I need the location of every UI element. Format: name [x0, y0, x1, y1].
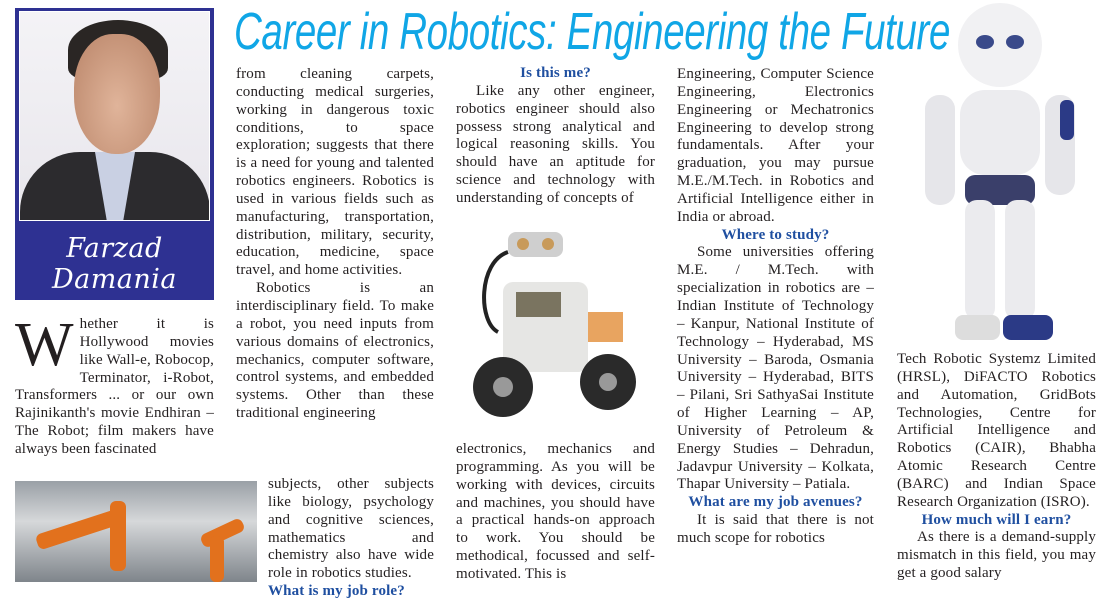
column-4	[677, 66, 874, 548]
article-title: Career in Robotics: Engineering the Future	[234, 3, 950, 61]
section-heading: How much will I earn?	[921, 511, 1072, 528]
author-photo	[19, 11, 210, 221]
section-heading: What is my job role?	[268, 583, 405, 600]
paragraph: from cleaning carpets, conducting medical surgeries, working in dangerous toxic conditions, to space exploration; suggests that there is a need for young and talented robotics engineers. Robotics is used in various fields such as manufacturing, transportation, distribution, military, security, education, medicine, space travel, and home activities.	[236, 66, 434, 279]
column-2	[236, 66, 434, 423]
column-5	[897, 351, 1096, 583]
paragraph: electronics, mechanics and programming. As you will be working with devices, circuits and machines, you should have a practical hands-on approach to work. You should be methodical, focussed and self-motivated. This is	[456, 441, 655, 582]
paragraph: subjects, other subjects like biology, psychology and cognitive sciences, mathematics and chemistry also have wide role in robotics studies.	[268, 476, 434, 582]
paragraph: Engineering, Computer Science Engineering, Electronics Engineering or Mechatronics Engineering to develop strong fundamentals. After your graduation, you may pursue M.E./M.Tech. in Robotics and Artificial Intelligence either in India or abroad.	[677, 66, 874, 225]
section-heading: Is this me?	[520, 65, 591, 81]
paragraph: Some universities offering M.E. / M.Tech. with specialization in robotics are – Indian Institute of Technology – Kanpur, National Institute of Technology – Hyderabad, MS University – Baroda, Osmania University – Hyderabad, BITS – Pilani, Sri SathyaSai Institute of Higher Learning – AP, University of Petroleum & Energy Studies – Dehradun, Jadavpur University – Kolkata, Thapar University – Patiala.	[677, 244, 874, 493]
author-box	[15, 8, 214, 300]
column-2-wrap	[268, 476, 434, 601]
paragraph: Robotics is an interdisciplinary field. To make a robot, you need inputs from various domains of electronics, mechanics, computer software, control systems, and embedded systems. Other than these traditional engineering	[236, 280, 434, 422]
factory-robot-image	[15, 481, 257, 582]
lego-robot-image	[458, 222, 658, 427]
paragraph: Like any other engineer, robotics engineer should also possess strong analytical and logical reasoning skills. You should have an aptitude for science and technology with understanding of concepts of	[456, 82, 655, 206]
paragraph: Tech Robotic Systemz Limited (HRSL), DiFACTO Robotics and Automation, GridBots Technologies, Centre for Artificial Intelligence and Robotics (CAIR), Bhabha Atomic Research Centre (BARC) and Indian Space Research Organization (ISRO).	[897, 351, 1096, 510]
column-1	[15, 311, 214, 459]
column-3	[456, 65, 655, 208]
drop-cap: W	[15, 311, 74, 379]
paragraph: As there is a demand-supply mismatch in this field, you may get a good salary	[897, 529, 1096, 582]
author-name: Farzad Damania	[51, 233, 178, 295]
section-heading: What are my job avenues?	[688, 494, 863, 511]
paragraph: It is said that there is not much scope for robotics	[677, 512, 874, 546]
humanoid-robot-image	[895, 0, 1100, 345]
column-3-lower	[456, 441, 655, 584]
section-heading: Where to study?	[721, 226, 830, 243]
intro-text: hether it is Hollywood movies like Wall-e, Robocop, Terminator, i-Robot, Transformers ... or our own Rajinikanth's movie Endhiran – The Robot; film makers have always been fascinated	[15, 316, 214, 457]
